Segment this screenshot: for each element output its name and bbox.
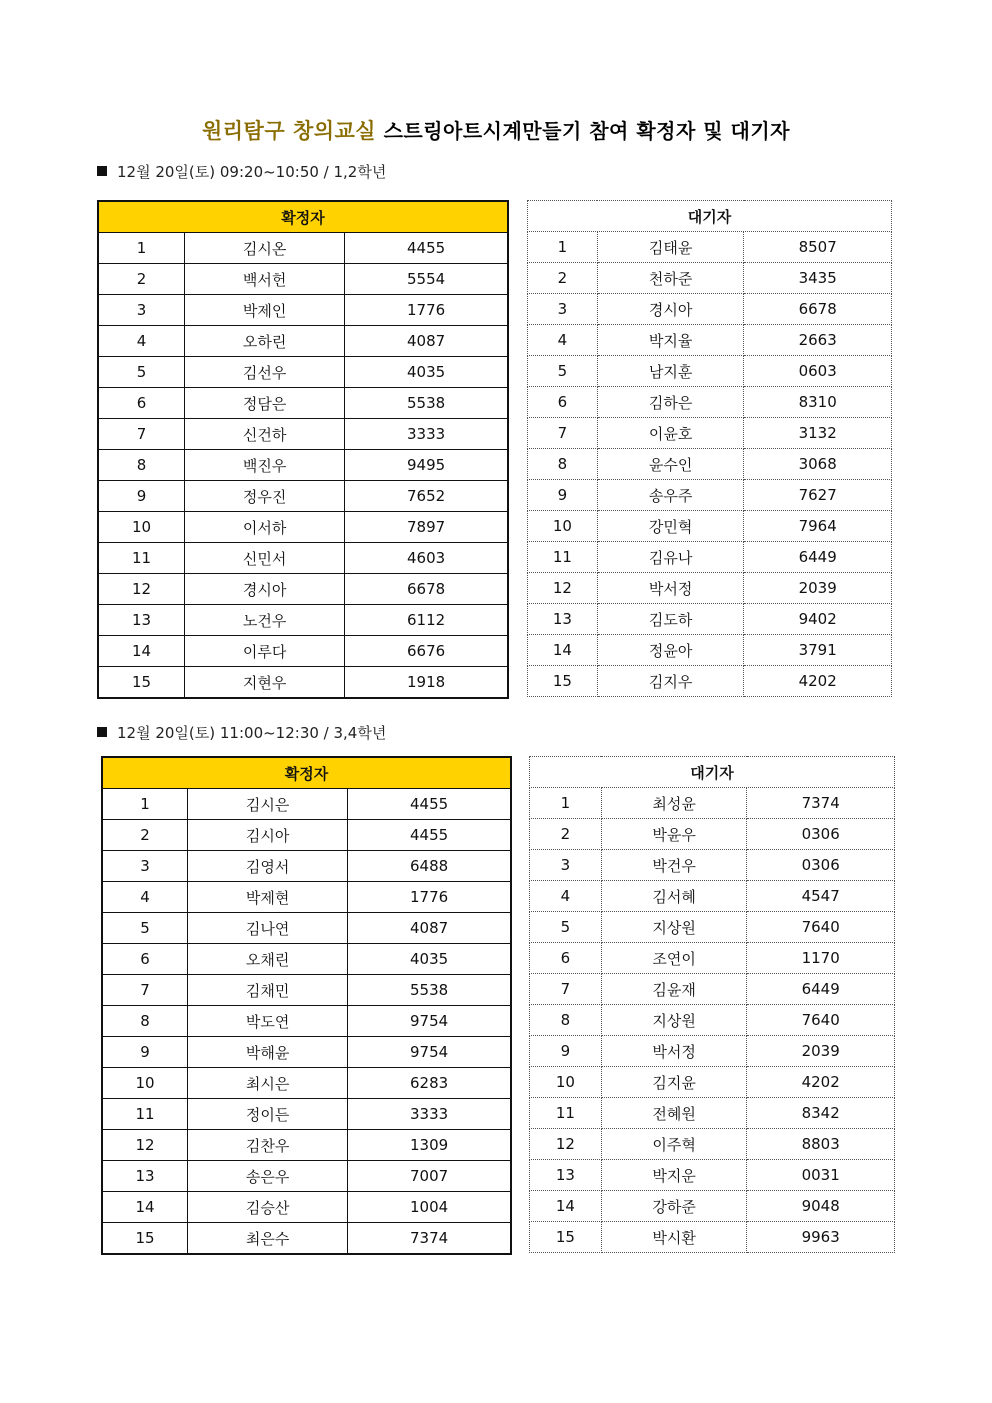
participant-code: 9963 xyxy=(747,1222,895,1253)
participant-code: 2039 xyxy=(744,573,892,604)
row-number: 4 xyxy=(98,326,185,357)
row-number: 9 xyxy=(98,481,185,512)
row-number: 15 xyxy=(102,1223,188,1255)
participant-name: 이주혁 xyxy=(601,1129,747,1160)
row-number: 7 xyxy=(530,974,602,1005)
table-row xyxy=(98,574,508,605)
participant-code: 3435 xyxy=(744,263,892,294)
participant-code: 1004 xyxy=(348,1192,511,1223)
participant-name: 최시은 xyxy=(188,1068,348,1099)
participant-name: 최성윤 xyxy=(601,788,747,819)
participant-code: 7627 xyxy=(744,480,892,511)
session-2-waitlist-table xyxy=(529,756,895,1253)
row-number: 11 xyxy=(102,1099,188,1130)
table-row xyxy=(102,1130,511,1161)
participant-code: 5554 xyxy=(345,264,508,295)
participant-name: 정윤아 xyxy=(597,635,744,666)
participant-name: 김찬우 xyxy=(188,1130,348,1161)
table-row xyxy=(98,388,508,419)
session-1-heading xyxy=(97,161,386,182)
participant-code: 1776 xyxy=(345,295,508,326)
row-number: 5 xyxy=(102,913,188,944)
participant-code: 1309 xyxy=(348,1130,511,1161)
participant-name: 김나연 xyxy=(188,913,348,944)
table-row xyxy=(528,263,892,294)
row-number: 10 xyxy=(528,511,598,542)
row-number: 8 xyxy=(102,1006,188,1037)
participant-name: 정이든 xyxy=(188,1099,348,1130)
participant-code: 8342 xyxy=(747,1098,895,1129)
participant-name: 전혜원 xyxy=(601,1098,747,1129)
participant-code: 9754 xyxy=(348,1006,511,1037)
participant-code: 4547 xyxy=(747,881,895,912)
table-row xyxy=(530,850,895,881)
row-number: 13 xyxy=(102,1161,188,1192)
participant-name: 노건우 xyxy=(185,605,345,636)
row-number: 1 xyxy=(102,789,188,820)
table-row xyxy=(102,944,511,975)
participant-code: 4035 xyxy=(345,357,508,388)
participant-name: 정담은 xyxy=(185,388,345,419)
table-row xyxy=(98,667,508,699)
waitlist-header: 대기자 xyxy=(530,757,895,788)
waitlist-header: 대기자 xyxy=(528,201,892,232)
participant-code: 1776 xyxy=(348,882,511,913)
table-row xyxy=(530,1005,895,1036)
participant-code: 9754 xyxy=(348,1037,511,1068)
table-row xyxy=(98,326,508,357)
row-number: 6 xyxy=(98,388,185,419)
participant-code: 0306 xyxy=(747,819,895,850)
table-row xyxy=(528,542,892,573)
participant-name: 김승산 xyxy=(188,1192,348,1223)
confirmed-header: 확정자 xyxy=(102,757,511,789)
row-number: 2 xyxy=(102,820,188,851)
participant-code: 2663 xyxy=(744,325,892,356)
table-row xyxy=(530,912,895,943)
participant-name: 김유나 xyxy=(597,542,744,573)
participant-name: 신민서 xyxy=(185,543,345,574)
row-number: 10 xyxy=(102,1068,188,1099)
participant-code: 7007 xyxy=(348,1161,511,1192)
row-number: 10 xyxy=(98,512,185,543)
participant-code: 4603 xyxy=(345,543,508,574)
table-row xyxy=(528,666,892,697)
participant-name: 박서정 xyxy=(601,1036,747,1067)
row-number: 4 xyxy=(528,325,598,356)
participant-code: 7652 xyxy=(345,481,508,512)
row-number: 2 xyxy=(528,263,598,294)
participant-code: 8803 xyxy=(747,1129,895,1160)
row-number: 14 xyxy=(528,635,598,666)
table-row xyxy=(530,1191,895,1222)
row-number: 6 xyxy=(102,944,188,975)
table-row xyxy=(102,1161,511,1192)
participant-name: 최은수 xyxy=(188,1223,348,1255)
table-row xyxy=(98,357,508,388)
row-number: 2 xyxy=(98,264,185,295)
participant-name: 박윤우 xyxy=(601,819,747,850)
table-row xyxy=(98,481,508,512)
table-row xyxy=(528,232,892,263)
row-number: 14 xyxy=(98,636,185,667)
participant-code: 5538 xyxy=(348,975,511,1006)
participant-code: 4087 xyxy=(348,913,511,944)
participant-code: 3333 xyxy=(348,1099,511,1130)
row-number: 6 xyxy=(528,387,598,418)
row-number: 5 xyxy=(530,912,602,943)
participant-name: 지상원 xyxy=(601,912,747,943)
row-number: 3 xyxy=(102,851,188,882)
table-row xyxy=(528,635,892,666)
row-number: 4 xyxy=(102,882,188,913)
row-number: 8 xyxy=(98,450,185,481)
table-row xyxy=(530,974,895,1005)
participant-name: 김서혜 xyxy=(601,881,747,912)
participant-code: 7640 xyxy=(747,1005,895,1036)
participant-code: 4455 xyxy=(345,233,508,264)
table-row xyxy=(98,295,508,326)
row-number: 11 xyxy=(528,542,598,573)
row-number: 15 xyxy=(98,667,185,699)
row-number: 11 xyxy=(530,1098,602,1129)
participant-name: 박서정 xyxy=(597,573,744,604)
row-number: 1 xyxy=(98,233,185,264)
participant-code: 5538 xyxy=(345,388,508,419)
participant-code: 4087 xyxy=(345,326,508,357)
participant-name: 정우진 xyxy=(185,481,345,512)
participant-code: 7964 xyxy=(744,511,892,542)
table-row xyxy=(98,264,508,295)
row-number: 9 xyxy=(528,480,598,511)
session-2-confirmed-table xyxy=(101,756,512,1255)
participant-name: 남지훈 xyxy=(597,356,744,387)
participant-code: 6676 xyxy=(345,636,508,667)
table-row xyxy=(528,325,892,356)
table-row xyxy=(530,1160,895,1191)
participant-name: 송은우 xyxy=(188,1161,348,1192)
participant-code: 3333 xyxy=(345,419,508,450)
participant-name: 김하은 xyxy=(597,387,744,418)
row-number: 13 xyxy=(530,1160,602,1191)
participant-code: 8310 xyxy=(744,387,892,418)
row-number: 10 xyxy=(530,1067,602,1098)
row-number: 7 xyxy=(528,418,598,449)
participant-name: 김시은 xyxy=(188,789,348,820)
table-row xyxy=(102,1068,511,1099)
table-row xyxy=(102,913,511,944)
participant-code: 2039 xyxy=(747,1036,895,1067)
table-row xyxy=(530,943,895,974)
row-number: 13 xyxy=(98,605,185,636)
participant-name: 김선우 xyxy=(185,357,345,388)
row-number: 2 xyxy=(530,819,602,850)
participant-code: 7374 xyxy=(348,1223,511,1255)
participant-code: 6449 xyxy=(744,542,892,573)
participant-name: 윤수인 xyxy=(597,449,744,480)
row-number: 14 xyxy=(102,1192,188,1223)
participant-code: 8507 xyxy=(744,232,892,263)
table-row xyxy=(528,511,892,542)
participant-code: 7640 xyxy=(747,912,895,943)
participant-name: 신건하 xyxy=(185,419,345,450)
participant-code: 4202 xyxy=(744,666,892,697)
row-number: 5 xyxy=(98,357,185,388)
session-heading-text: 12월 20일(토) 11:00~12:30 / 3,4학년 xyxy=(117,724,387,742)
participant-name: 김태윤 xyxy=(597,232,744,263)
participant-code: 3791 xyxy=(744,635,892,666)
participant-name: 지상원 xyxy=(601,1005,747,1036)
row-number: 15 xyxy=(528,666,598,697)
participant-name: 박건우 xyxy=(601,850,747,881)
participant-name: 이서하 xyxy=(185,512,345,543)
table-row xyxy=(102,851,511,882)
table-row xyxy=(530,1067,895,1098)
table-row xyxy=(530,1222,895,1253)
participant-code: 6678 xyxy=(345,574,508,605)
table-row xyxy=(530,819,895,850)
participant-name: 경시아 xyxy=(597,294,744,325)
participant-name: 천하준 xyxy=(597,263,744,294)
row-number: 13 xyxy=(528,604,598,635)
row-number: 12 xyxy=(528,573,598,604)
participant-name: 이루다 xyxy=(185,636,345,667)
participant-name: 오하린 xyxy=(185,326,345,357)
table-row xyxy=(98,512,508,543)
row-number: 3 xyxy=(530,850,602,881)
row-number: 3 xyxy=(528,294,598,325)
table-row xyxy=(530,881,895,912)
square-bullet-icon xyxy=(97,166,107,176)
participant-name: 강하준 xyxy=(601,1191,747,1222)
participant-name: 박해윤 xyxy=(188,1037,348,1068)
participant-code: 1918 xyxy=(345,667,508,699)
participant-name: 김채민 xyxy=(188,975,348,1006)
row-number: 12 xyxy=(530,1129,602,1160)
table-row xyxy=(530,1036,895,1067)
participant-name: 박지율 xyxy=(597,325,744,356)
row-number: 9 xyxy=(102,1037,188,1068)
title-rest: 스트링아트시계만들기 참여 확정자 및 대기자 xyxy=(383,119,790,143)
table-row xyxy=(98,543,508,574)
participant-code: 0031 xyxy=(747,1160,895,1191)
table-row xyxy=(528,604,892,635)
row-number: 7 xyxy=(102,975,188,1006)
participant-code: 3132 xyxy=(744,418,892,449)
row-number: 5 xyxy=(528,356,598,387)
participant-code: 4202 xyxy=(747,1067,895,1098)
table-row xyxy=(98,636,508,667)
session-2-heading xyxy=(97,722,386,743)
table-row xyxy=(102,975,511,1006)
participant-code: 6678 xyxy=(744,294,892,325)
participant-name: 김시아 xyxy=(188,820,348,851)
table-row xyxy=(530,788,895,819)
document-title xyxy=(0,115,992,145)
participant-code: 3068 xyxy=(744,449,892,480)
participant-name: 김지윤 xyxy=(601,1067,747,1098)
confirmed-header: 확정자 xyxy=(98,201,508,233)
row-number: 1 xyxy=(530,788,602,819)
session-1-waitlist-table xyxy=(527,200,892,697)
table-row xyxy=(102,1223,511,1255)
row-number: 8 xyxy=(530,1005,602,1036)
participant-name: 김지우 xyxy=(597,666,744,697)
participant-name: 박도연 xyxy=(188,1006,348,1037)
participant-name: 이윤호 xyxy=(597,418,744,449)
row-number: 12 xyxy=(102,1130,188,1161)
table-row xyxy=(528,573,892,604)
table-row xyxy=(528,294,892,325)
square-bullet-icon xyxy=(97,727,107,737)
participant-code: 0603 xyxy=(744,356,892,387)
participant-name: 김영서 xyxy=(188,851,348,882)
table-row xyxy=(528,449,892,480)
table-row xyxy=(102,820,511,851)
participant-name: 경시아 xyxy=(185,574,345,605)
table-row xyxy=(528,356,892,387)
participant-name: 김도하 xyxy=(597,604,744,635)
table-row xyxy=(102,789,511,820)
participant-code: 9495 xyxy=(345,450,508,481)
participant-code: 9402 xyxy=(744,604,892,635)
table-row xyxy=(102,1006,511,1037)
participant-code: 4455 xyxy=(348,789,511,820)
participant-name: 조연이 xyxy=(601,943,747,974)
row-number: 14 xyxy=(530,1191,602,1222)
participant-name: 지현우 xyxy=(185,667,345,699)
table-row xyxy=(102,1037,511,1068)
participant-name: 백진우 xyxy=(185,450,345,481)
row-number: 12 xyxy=(98,574,185,605)
participant-code: 7374 xyxy=(747,788,895,819)
participant-code: 9048 xyxy=(747,1191,895,1222)
participant-name: 강민혁 xyxy=(597,511,744,542)
participant-name: 김시온 xyxy=(185,233,345,264)
table-row xyxy=(102,1099,511,1130)
participant-name: 송우주 xyxy=(597,480,744,511)
participant-code: 6112 xyxy=(345,605,508,636)
row-number: 11 xyxy=(98,543,185,574)
row-number: 6 xyxy=(530,943,602,974)
participant-code: 4035 xyxy=(348,944,511,975)
participant-code: 1170 xyxy=(747,943,895,974)
participant-name: 백서헌 xyxy=(185,264,345,295)
session-1-confirmed-table xyxy=(97,200,509,699)
row-number: 4 xyxy=(530,881,602,912)
participant-code: 4455 xyxy=(348,820,511,851)
participant-code: 6449 xyxy=(747,974,895,1005)
participant-code: 6488 xyxy=(348,851,511,882)
participant-name: 박시환 xyxy=(601,1222,747,1253)
table-row xyxy=(530,1098,895,1129)
participant-name: 박지운 xyxy=(601,1160,747,1191)
table-row xyxy=(98,419,508,450)
row-number: 3 xyxy=(98,295,185,326)
table-row xyxy=(528,387,892,418)
table-row xyxy=(98,605,508,636)
row-number: 1 xyxy=(528,232,598,263)
participant-name: 박제현 xyxy=(188,882,348,913)
participant-code: 0306 xyxy=(747,850,895,881)
row-number: 7 xyxy=(98,419,185,450)
table-row xyxy=(98,233,508,264)
row-number: 9 xyxy=(530,1036,602,1067)
row-number: 8 xyxy=(528,449,598,480)
table-row xyxy=(98,450,508,481)
table-row xyxy=(528,418,892,449)
table-row xyxy=(530,1129,895,1160)
participant-code: 7897 xyxy=(345,512,508,543)
participant-name: 김윤재 xyxy=(601,974,747,1005)
table-row xyxy=(102,1192,511,1223)
participant-name: 박제인 xyxy=(185,295,345,326)
participant-code: 6283 xyxy=(348,1068,511,1099)
session-heading-text: 12월 20일(토) 09:20~10:50 / 1,2학년 xyxy=(117,163,387,181)
row-number: 15 xyxy=(530,1222,602,1253)
participant-name: 오채린 xyxy=(188,944,348,975)
table-row xyxy=(528,480,892,511)
table-row xyxy=(102,882,511,913)
title-brand: 원리탐구 창의교실 xyxy=(201,119,377,143)
